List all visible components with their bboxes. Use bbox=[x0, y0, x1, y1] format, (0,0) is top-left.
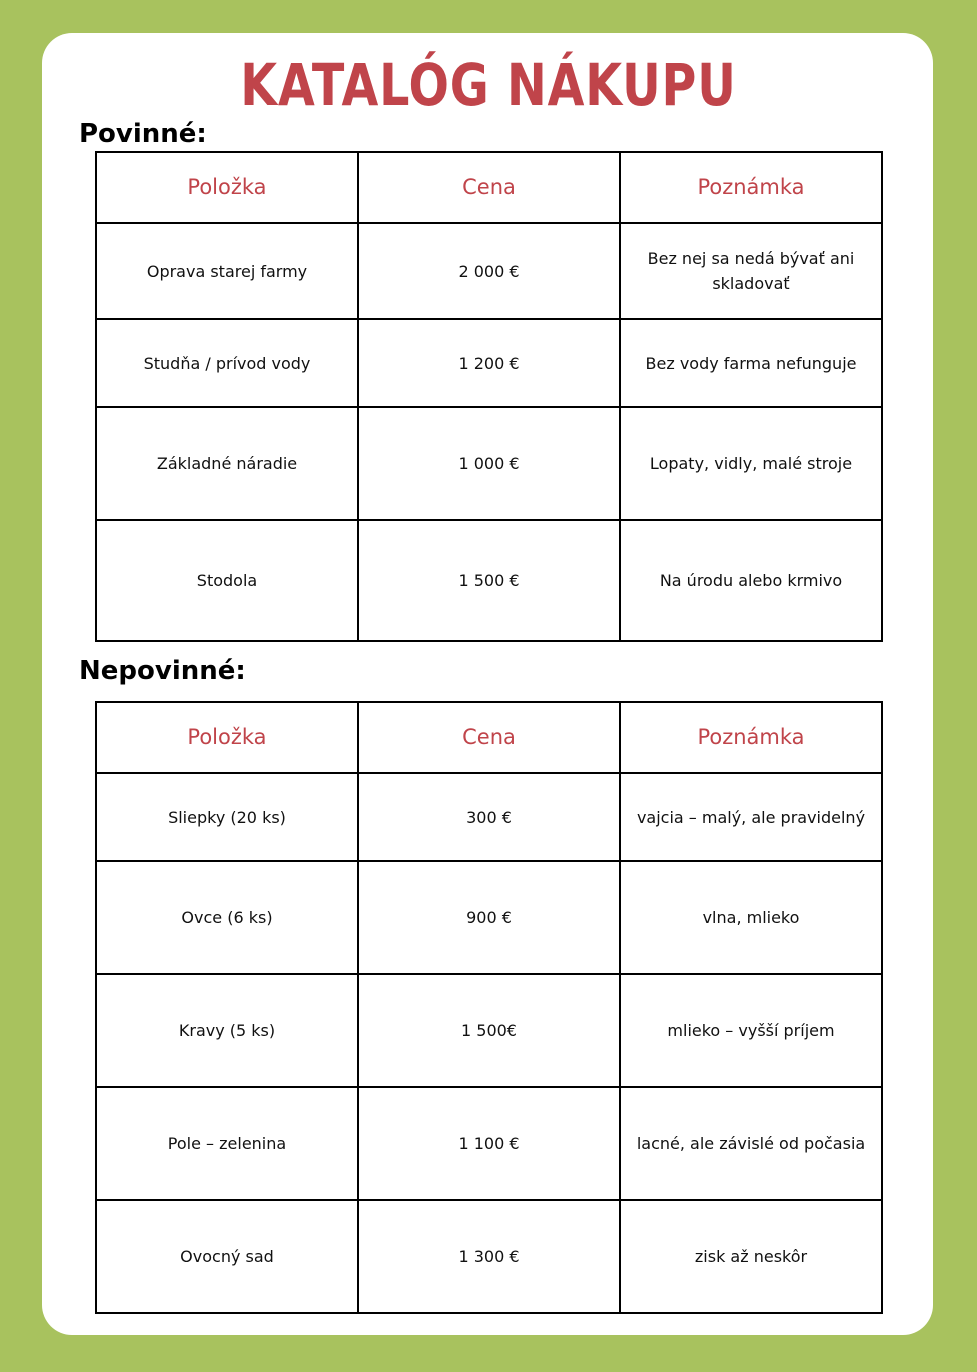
column-header-price: Cena bbox=[358, 152, 620, 223]
item-cell: Ovce (6 ks) bbox=[96, 861, 358, 974]
item-cell: Studňa / prívod vody bbox=[96, 319, 358, 407]
price-cell: 2 000 € bbox=[358, 223, 620, 319]
table-header-row bbox=[96, 152, 882, 223]
item-cell: Pole – zelenina bbox=[96, 1087, 358, 1200]
page-title: KATALÓG NÁKUPU bbox=[240, 51, 737, 119]
price-cell: 900 € bbox=[358, 861, 620, 974]
price-cell: 300 € bbox=[358, 773, 620, 861]
column-header-item: Položka bbox=[96, 702, 358, 773]
table-row bbox=[96, 974, 882, 1087]
item-cell: Oprava starej farmy bbox=[96, 223, 358, 319]
section-heading-optional: Nepovinné: bbox=[79, 656, 246, 686]
column-header-price: Cena bbox=[358, 702, 620, 773]
note-cell: zisk až neskôr bbox=[620, 1200, 882, 1313]
note-cell: vajcia – malý, ale pravidelný bbox=[620, 773, 882, 861]
table-row bbox=[96, 773, 882, 861]
column-header-item: Položka bbox=[96, 152, 358, 223]
table-row bbox=[96, 223, 882, 319]
item-cell: Kravy (5 ks) bbox=[96, 974, 358, 1087]
note-cell: Bez vody farma nefunguje bbox=[620, 319, 882, 407]
price-cell: 1 200 € bbox=[358, 319, 620, 407]
price-cell: 1 000 € bbox=[358, 407, 620, 520]
note-cell: mlieko – vyšší príjem bbox=[620, 974, 882, 1087]
note-cell: Lopaty, vidly, malé stroje bbox=[620, 407, 882, 520]
item-cell: Sliepky (20 ks) bbox=[96, 773, 358, 861]
item-cell: Stodola bbox=[96, 520, 358, 641]
section-heading-required: Povinné: bbox=[79, 119, 207, 149]
price-cell: 1 100 € bbox=[358, 1087, 620, 1200]
item-cell: Základné náradie bbox=[96, 407, 358, 520]
note-cell: Bez nej sa nedá bývať ani skladovať bbox=[620, 223, 882, 319]
column-header-note: Poznámka bbox=[620, 702, 882, 773]
table-row bbox=[96, 1200, 882, 1313]
note-cell: vlna, mlieko bbox=[620, 861, 882, 974]
table-row bbox=[96, 407, 882, 520]
item-cell: Ovocný sad bbox=[96, 1200, 358, 1313]
price-cell: 1 300 € bbox=[358, 1200, 620, 1313]
price-cell: 1 500 € bbox=[358, 520, 620, 641]
note-cell: lacné, ale závislé od počasia bbox=[620, 1087, 882, 1200]
required-table bbox=[95, 151, 883, 642]
optional-table bbox=[95, 701, 883, 1314]
table-header-row bbox=[96, 702, 882, 773]
price-cell: 1 500€ bbox=[358, 974, 620, 1087]
table-row bbox=[96, 861, 882, 974]
table-row bbox=[96, 319, 882, 407]
column-header-note: Poznámka bbox=[620, 152, 882, 223]
table-row bbox=[96, 1087, 882, 1200]
note-cell: Na úrodu alebo krmivo bbox=[620, 520, 882, 641]
table-row bbox=[96, 520, 882, 641]
